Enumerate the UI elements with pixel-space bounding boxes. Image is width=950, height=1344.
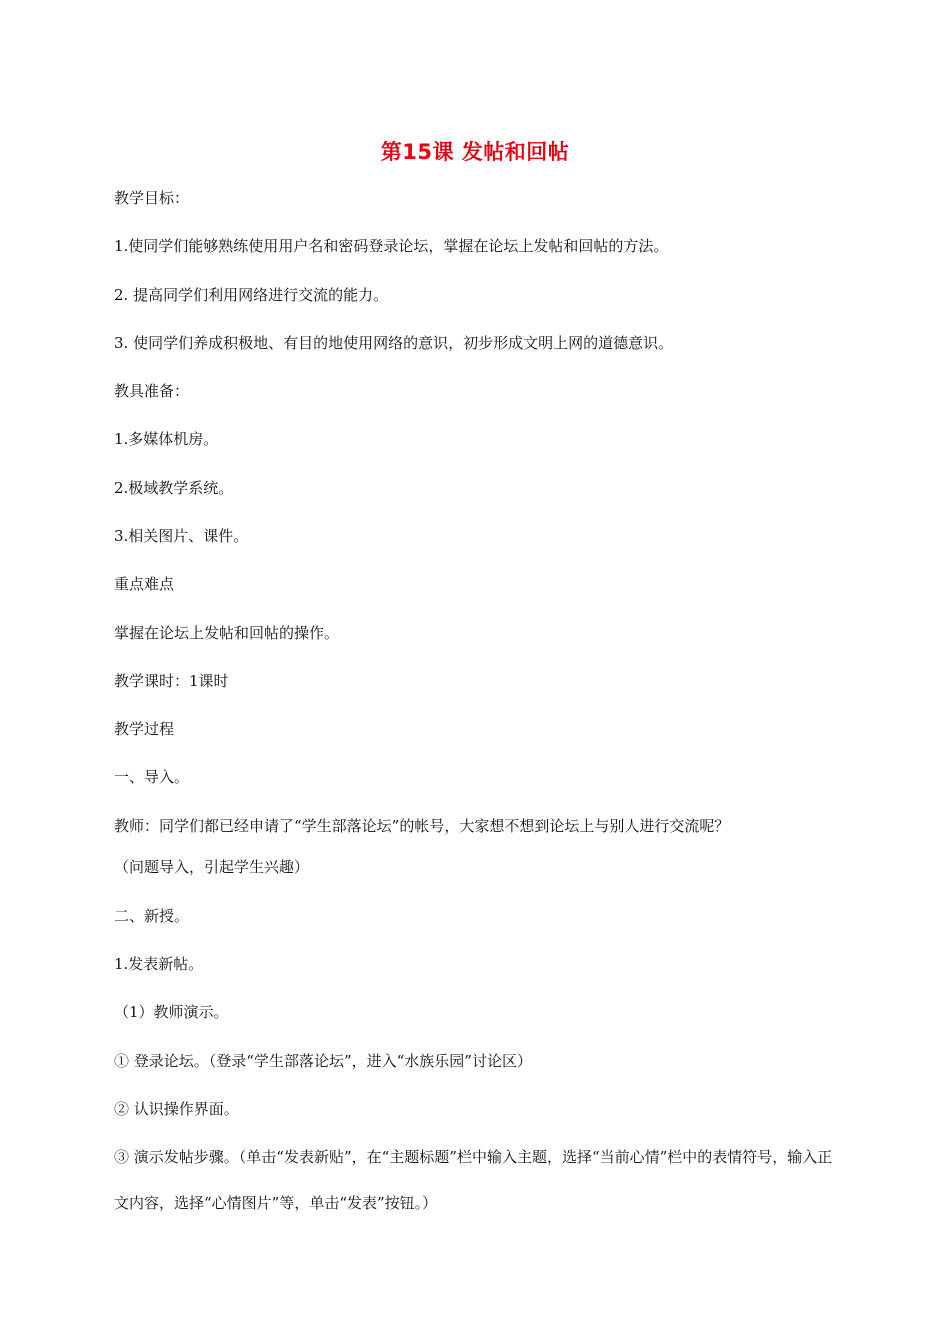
subsection-new-post: 1.发表新帖。 [114, 955, 204, 973]
section-heading-key-points: 重点难点 [114, 575, 175, 593]
demo-step-1: ① 登录论坛。（登录“学生部落论坛”，进入“水族乐园”讨论区） [114, 1052, 532, 1070]
material-2: 2.极域教学系统。 [114, 479, 234, 497]
teacher-prompt: 教师：同学们都已经申请了“学生部落论坛”的帐号，大家想不想到论坛上与别人进行交流呢？ [114, 817, 730, 835]
teacher-prompt-note: （问题导入，引起学生兴趣） [114, 858, 310, 876]
material-1: 1.多媒体机房。 [114, 430, 219, 448]
section-heading-objectives: 教学目标： [114, 189, 190, 207]
section-heading-process: 教学过程 [114, 720, 175, 738]
objective-2: 2. 提高同学们利用网络进行交流的能力。 [114, 286, 389, 304]
objective-3: 3. 使同学们养成积极地、有目的地使用网络的意识，初步形成文明上网的道德意识。 [114, 334, 674, 352]
key-point-text: 掌握在论坛上发帖和回帖的操作。 [114, 624, 340, 642]
class-hours: 教学课时：1课时 [114, 672, 229, 690]
objective-1: 1.使同学们能够熟练使用用户名和密码登录论坛，掌握在论坛上发帖和回帖的方法。 [114, 237, 669, 255]
step-introduction: 一、导入。 [114, 768, 190, 786]
demo-step-2: ② 认识操作界面。 [114, 1100, 239, 1118]
material-3: 3.相关图片、课件。 [114, 527, 249, 545]
step-new-lesson: 二、新授。 [114, 907, 190, 925]
lesson-title: 第15课 发帖和回帖 [380, 140, 570, 164]
demo-step-3: ③ 演示发帖步骤。（单击“发表新贴”，在“主题标题”栏中输入主题，选择“当前心情”栏中的表情符号，输入正文内容，选择“心情图片”等，单击“发表”按钮。） [114, 1148, 833, 1212]
teacher-demo: （1）教师演示。 [114, 1003, 229, 1021]
section-heading-materials: 教具准备： [114, 382, 190, 400]
